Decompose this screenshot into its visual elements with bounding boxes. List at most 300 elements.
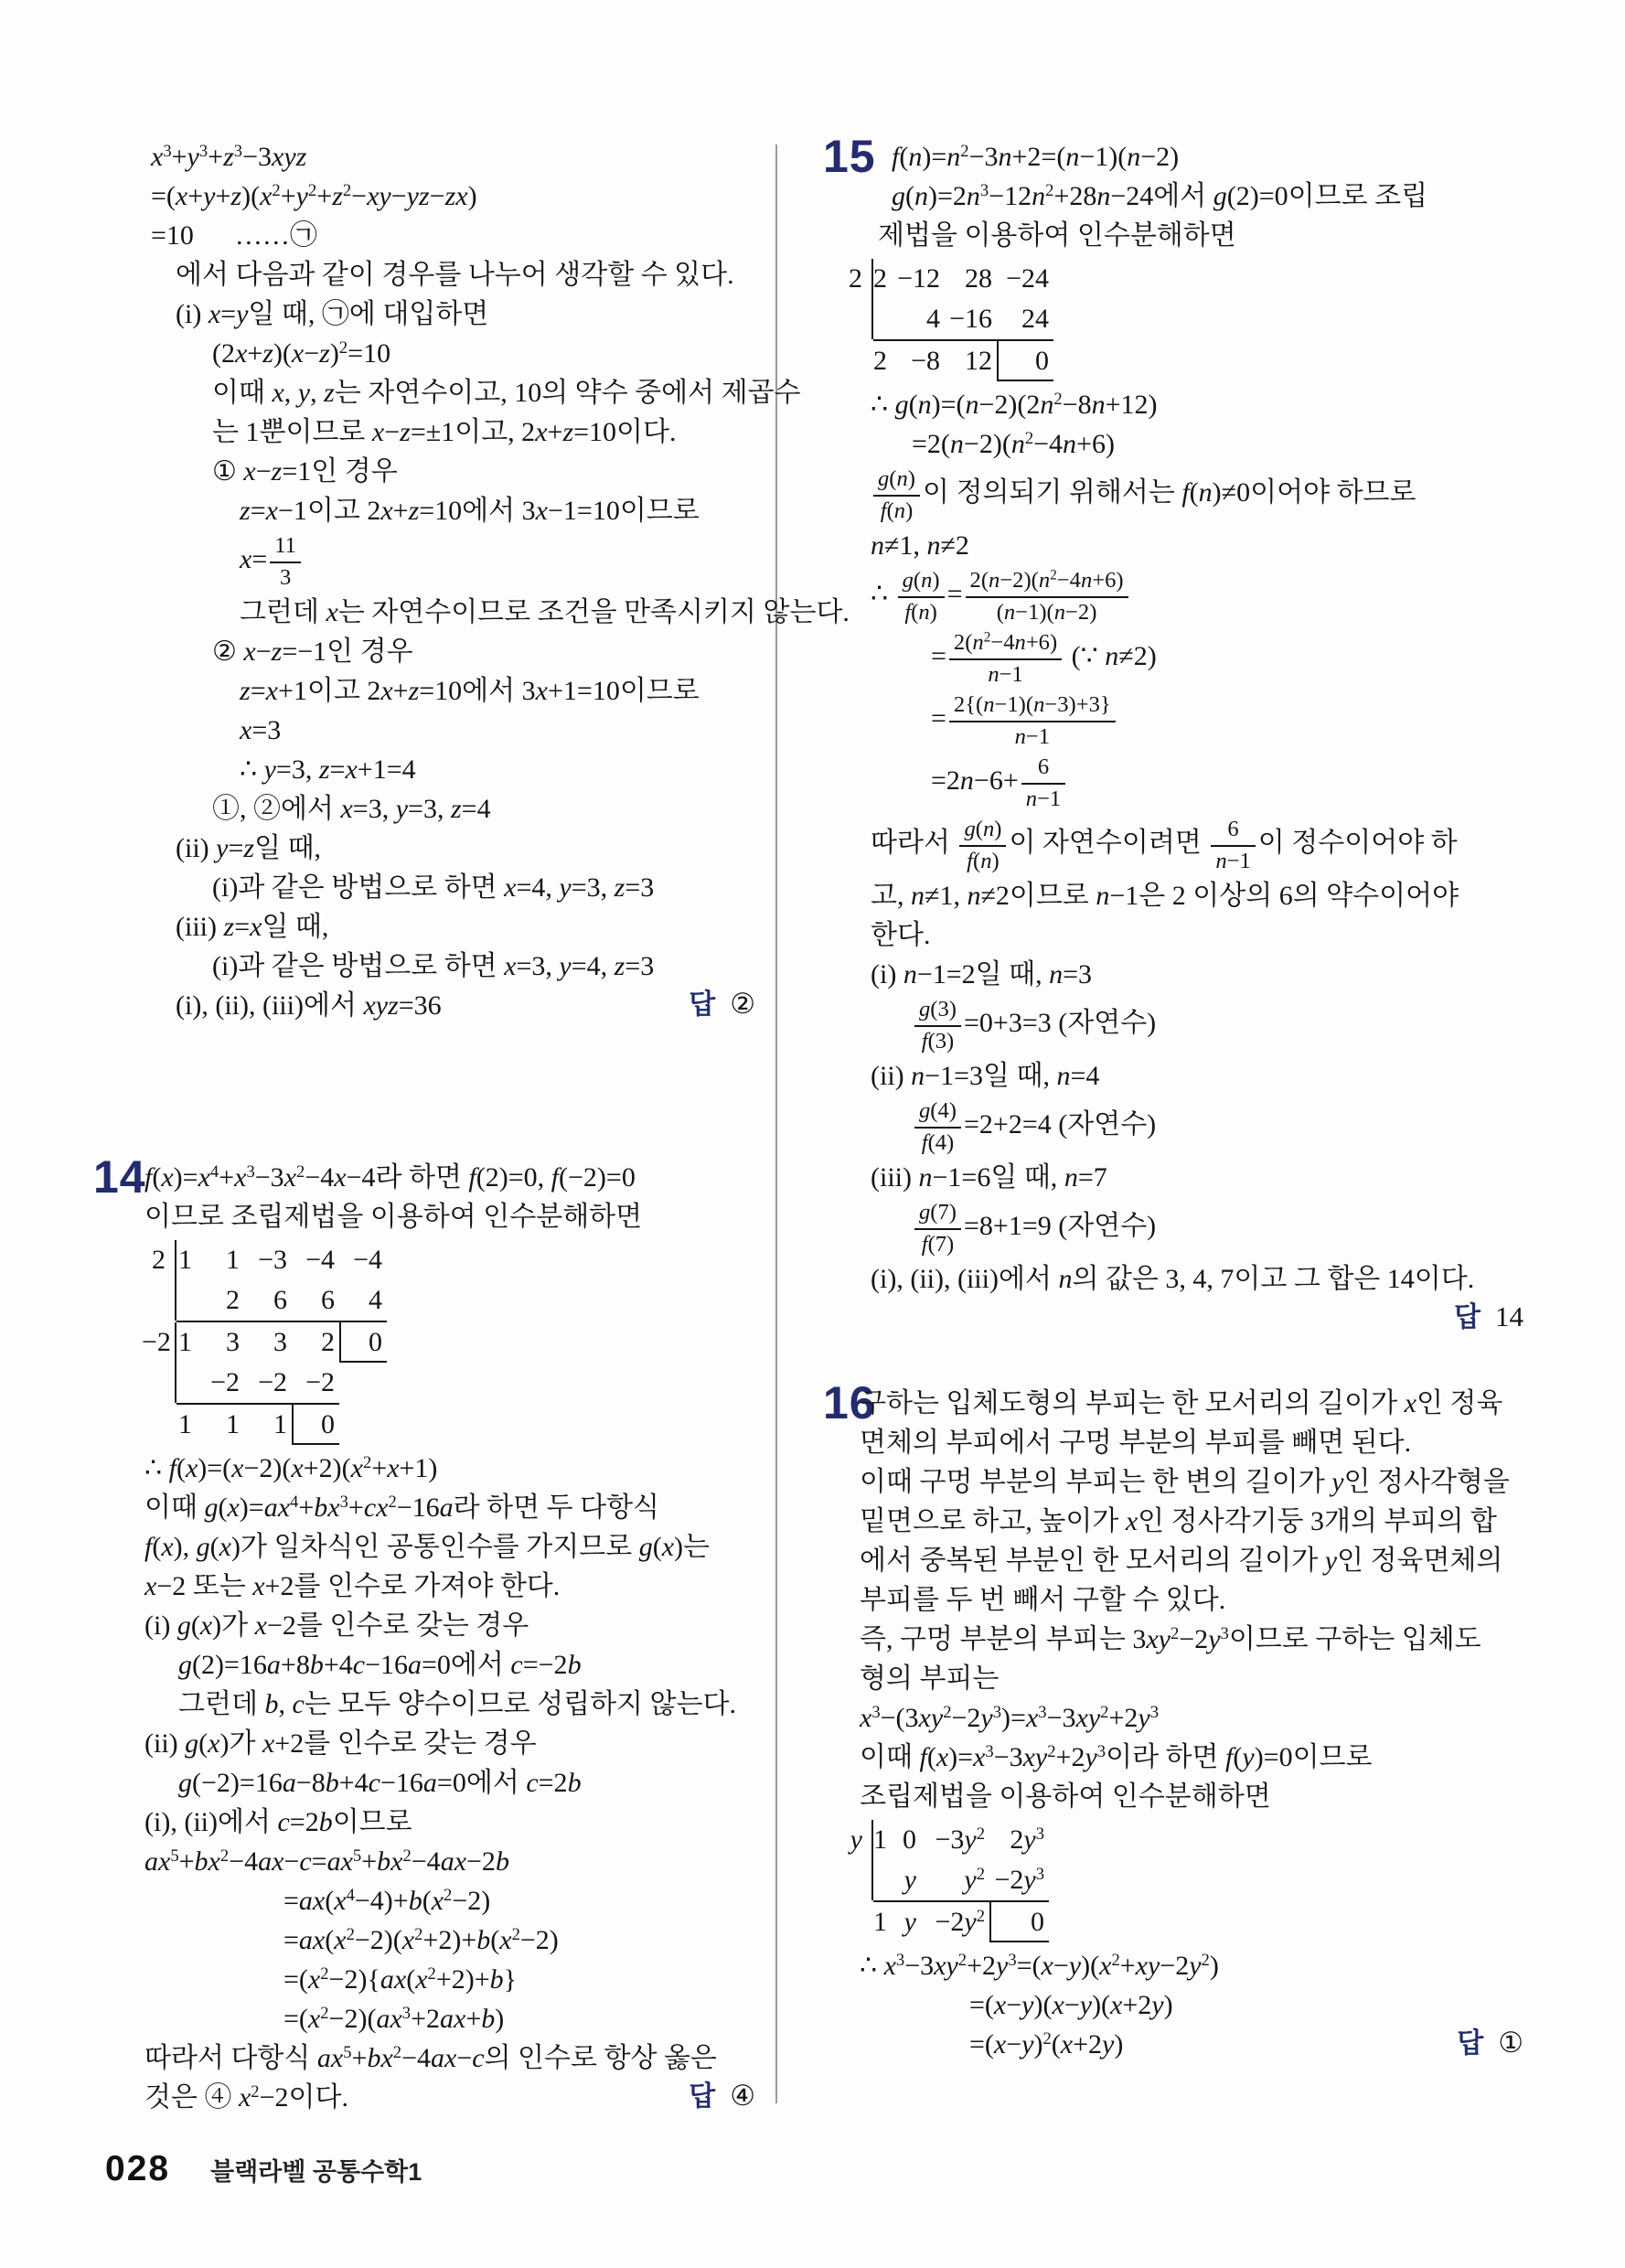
math-run: x xyxy=(161,1162,174,1193)
math-run: ax xyxy=(440,1846,467,1877)
math-run: b xyxy=(325,1768,339,1798)
math-run: (7) xyxy=(927,1231,955,1257)
math-run: ax xyxy=(430,2043,457,2073)
math-run: y xyxy=(1023,1865,1036,1895)
table-cell xyxy=(945,259,997,299)
math-run: 밑면으로 하고, 높이가 xyxy=(860,1506,1126,1536)
math-run: ( xyxy=(190,1610,200,1641)
math-run: , xyxy=(248,990,262,1021)
superscript xyxy=(199,142,208,161)
math-run: (iii) xyxy=(262,990,304,1021)
math-run: 2 xyxy=(320,2003,329,2023)
math-run: (2)=0, xyxy=(476,1162,551,1193)
math-run: y xyxy=(203,181,216,211)
solution-line xyxy=(91,1842,759,1881)
math-run: 2 xyxy=(1042,2028,1052,2049)
math-run: (ii) xyxy=(144,1728,178,1759)
math-run: 2 xyxy=(219,1845,230,1866)
math-run: 2 xyxy=(976,1864,985,1884)
math-run: a xyxy=(422,1768,437,1798)
math-run: (ii) xyxy=(871,1061,904,1091)
math-run: , xyxy=(170,1807,185,1837)
math-run: −1 xyxy=(1037,786,1062,811)
solution-line xyxy=(91,1999,759,2038)
math-run: −8 xyxy=(1062,390,1092,420)
math-run: 는 자연수이므로 조건을 만족시키지 않는다. xyxy=(337,597,850,627)
math-run: −1은 2 이상의 6의 약수이어야 xyxy=(1109,881,1459,911)
math-run: n xyxy=(1010,429,1025,459)
math-run: bx xyxy=(314,1492,340,1523)
math-run: , xyxy=(283,378,298,408)
math-run: x xyxy=(504,951,517,981)
math-run: −24에서 xyxy=(1110,181,1213,211)
solution-line xyxy=(91,334,759,373)
solution-line xyxy=(91,750,759,789)
table-row xyxy=(841,341,1527,381)
math-run: −2 xyxy=(951,1703,981,1733)
math-run: 6 xyxy=(1037,754,1050,779)
table-row xyxy=(142,1363,759,1403)
math-run: )는 xyxy=(674,1532,711,1562)
superscript xyxy=(402,2004,411,2023)
math-run: 2 xyxy=(152,1245,166,1275)
math-run: −4 xyxy=(1033,429,1064,459)
superscript xyxy=(163,142,171,161)
math-run: 3 xyxy=(198,141,208,161)
solution-line xyxy=(814,1580,1527,1620)
math-run: n xyxy=(988,661,1000,687)
math-run: x xyxy=(240,715,252,745)
math-run: −2){ xyxy=(328,1964,380,1995)
superscript xyxy=(220,1846,229,1866)
math-run: 2 xyxy=(511,1924,520,1944)
solution-line xyxy=(814,1541,1527,1580)
superscript xyxy=(343,2043,351,2062)
solution-line xyxy=(91,294,759,334)
problem-number: 16 xyxy=(823,1377,876,1428)
math-run: =1인 경우 xyxy=(282,456,398,487)
math-run: y xyxy=(964,1824,977,1855)
solution-line xyxy=(814,177,1527,216)
math-run: ) xyxy=(467,181,477,211)
math-run: f xyxy=(168,1453,176,1483)
math-run: (i) xyxy=(176,990,202,1021)
math-run: x xyxy=(151,142,164,172)
solution-line xyxy=(91,593,850,632)
math-run: x xyxy=(535,417,548,447)
solution-line xyxy=(91,907,759,947)
math-run: +1) xyxy=(399,1453,438,1483)
math-run: x xyxy=(1125,1506,1139,1536)
math-run: 일 때, xyxy=(254,833,322,863)
math-run: 12 xyxy=(965,346,992,376)
math-run: n xyxy=(1198,476,1213,508)
math-run: x xyxy=(1099,1951,1112,1981)
divisor-label xyxy=(841,341,873,381)
math-run: −2)( xyxy=(1000,568,1039,593)
math-run: ) xyxy=(1163,1990,1173,2020)
math-run: + xyxy=(219,1162,235,1193)
math-run: −1=10이므로 xyxy=(547,496,700,526)
math-run: 2 xyxy=(943,1702,952,1722)
math-run: ( xyxy=(209,1532,219,1562)
math-run: −2이다. xyxy=(259,2082,348,2113)
math-run: f xyxy=(468,1162,476,1193)
table-cell xyxy=(176,1240,197,1280)
problem-continuation-block xyxy=(91,137,850,1025)
math-run xyxy=(912,1162,919,1193)
math-run: n xyxy=(921,568,933,593)
math-run: 2 xyxy=(251,2081,260,2102)
math-run: 2{( xyxy=(953,692,984,717)
math-run: n xyxy=(1080,568,1093,593)
superscript xyxy=(977,1824,985,1844)
math-run: a xyxy=(439,1492,454,1523)
right-column xyxy=(814,131,1527,2064)
math-run: (ii) xyxy=(910,1264,944,1294)
math-run: 이라 하면 xyxy=(1106,1742,1226,1772)
table-cell xyxy=(339,1280,387,1321)
math-run: =2 xyxy=(538,1768,568,1798)
math-run: )= xyxy=(173,1162,198,1193)
table-cell xyxy=(945,341,997,381)
math-run: 2 xyxy=(444,1885,453,1905)
math-run: −4 xyxy=(401,2043,431,2073)
math-run: c xyxy=(352,1650,366,1680)
math-run: (i) xyxy=(144,1807,171,1837)
math-run: f xyxy=(892,142,900,172)
table-cell xyxy=(997,341,1053,381)
math-run: −3 xyxy=(242,142,272,172)
solution-line xyxy=(91,829,759,868)
table-cell xyxy=(892,299,945,339)
math-run: + xyxy=(316,181,333,211)
math-run: y xyxy=(395,794,409,824)
math-run: (2)=0이므로 조립 xyxy=(1226,181,1428,211)
math-run: +28 xyxy=(1053,181,1097,211)
math-run: y xyxy=(964,1865,977,1895)
math-run: 이므로 구하는 입체도 xyxy=(1228,1624,1481,1654)
math-run: )=2 xyxy=(928,181,967,211)
math-run: n xyxy=(998,142,1012,172)
math-run: =0에서 xyxy=(436,1768,527,1798)
math-run: n xyxy=(926,530,941,561)
math-run: x xyxy=(250,912,262,942)
book-title: 블랙라벨 공통수학1 xyxy=(210,2158,422,2186)
math-run: 2 xyxy=(346,1924,355,1944)
math-run: 인 정육면체의 xyxy=(1337,1546,1503,1576)
superscript xyxy=(444,1886,452,1905)
math-run: f xyxy=(144,1162,153,1193)
math-run: cx xyxy=(363,1492,389,1523)
math-run: =10 xyxy=(347,338,391,369)
solution-line xyxy=(91,986,759,1025)
math-run: n xyxy=(908,142,923,172)
math-run: 한다. xyxy=(871,920,931,950)
fraction xyxy=(1021,754,1065,812)
math-run: 에서 xyxy=(303,990,364,1021)
math-run: (ii) xyxy=(215,990,249,1021)
table-cell xyxy=(921,1820,989,1860)
problem-number: 15 xyxy=(823,131,876,182)
math-run: n xyxy=(1040,390,1054,420)
math-run: 그런데 xyxy=(240,597,326,627)
math-run: y xyxy=(1151,1990,1164,2020)
superscript xyxy=(343,181,351,200)
math-run: 3 xyxy=(1008,1950,1017,1970)
math-run: 2( xyxy=(953,630,973,655)
superscript xyxy=(246,1162,254,1182)
math-run: 3 xyxy=(401,2003,412,2023)
solution-line xyxy=(91,947,759,986)
math-run: (2 xyxy=(212,338,235,369)
math-run: 4 xyxy=(290,1492,299,1512)
math-run: −1 xyxy=(1226,848,1251,873)
math-run: )≠0이어야 하므로 xyxy=(1212,476,1417,508)
answer-value: 14 xyxy=(1495,1300,1523,1332)
math-run: + xyxy=(361,1846,378,1877)
math-run: ① xyxy=(212,456,244,487)
math-run: −16 xyxy=(380,1768,423,1798)
math-run: 0 xyxy=(903,1824,916,1855)
math-run: =−1인 경우 xyxy=(282,637,413,667)
table-row xyxy=(841,259,1527,299)
math-run: 는 모두 양수이므로 성립하지 않는다. xyxy=(304,1689,736,1719)
math-run: 1 xyxy=(226,1245,240,1275)
math-run: x xyxy=(334,1886,347,1916)
math-run: 의 값은 3, 4, 7이고 그 합은 14이다. xyxy=(1072,1264,1475,1294)
math-run: n xyxy=(896,466,908,491)
math-run: ) xyxy=(994,817,1002,841)
math-run: = xyxy=(283,1925,299,1955)
math-run: x xyxy=(272,378,284,408)
math-run: n xyxy=(967,881,981,911)
math-run: −12 xyxy=(989,181,1032,211)
math-run: , xyxy=(310,378,325,408)
math-run: n xyxy=(1091,390,1106,420)
math-run: n xyxy=(1215,848,1227,873)
table-cell xyxy=(292,1322,339,1363)
math-run: f xyxy=(921,1231,928,1257)
math-run: +6) xyxy=(1092,568,1124,593)
math-run: y xyxy=(1023,1824,1036,1855)
table-cell xyxy=(292,1363,339,1403)
math-run: ) xyxy=(329,338,339,369)
math-run: x xyxy=(535,676,548,706)
math-run: y xyxy=(903,1907,916,1937)
divisor-label xyxy=(841,1860,873,1900)
solution-line xyxy=(814,752,1527,814)
solution-line xyxy=(91,1197,759,1236)
math-run: + xyxy=(351,2043,368,2073)
superscript xyxy=(353,1846,361,1866)
math-run: 2 xyxy=(976,1824,985,1844)
superscript xyxy=(414,1925,422,1944)
table-cell xyxy=(873,299,892,339)
math-run: ( xyxy=(325,1925,335,1955)
math-run: −2) xyxy=(1140,142,1180,172)
table-cell xyxy=(176,1363,197,1403)
math-run: + xyxy=(247,338,263,369)
math-run: 2 xyxy=(321,1327,335,1357)
table-cell xyxy=(921,1902,989,1942)
math-run: n xyxy=(1058,1264,1073,1294)
math-run: ax xyxy=(298,1925,326,1955)
math-run: 1 xyxy=(273,1409,287,1439)
math-run: 인 정사각형을 xyxy=(1343,1467,1510,1497)
math-run: ax xyxy=(326,1846,353,1877)
math-run: g xyxy=(204,1492,219,1523)
math-run: ax xyxy=(316,2043,344,2073)
math-run: n xyxy=(893,497,906,523)
answer-value: ④ xyxy=(730,2080,755,2112)
math-run: (i) xyxy=(871,959,897,990)
math-run: ② xyxy=(212,637,244,667)
math-run: 과 같은 방법으로 하면 xyxy=(238,872,505,903)
math-run: } xyxy=(503,1964,518,1995)
math-run: g xyxy=(178,1768,192,1798)
math-run: n xyxy=(1032,181,1046,211)
table-cell xyxy=(197,1240,244,1280)
math-run: xy xyxy=(367,181,391,211)
superscript xyxy=(977,1907,985,1926)
math-run: −1=6일 때, xyxy=(932,1162,1064,1193)
math-run: g xyxy=(638,1532,653,1562)
math-run: 이므로 조립제법을 이용하여 인수분해하면 xyxy=(144,1202,643,1232)
math-run: c xyxy=(368,1768,380,1798)
math-run: y xyxy=(850,1824,862,1855)
solution-line xyxy=(91,452,759,491)
solution-line xyxy=(814,1259,1527,1299)
math-run: + xyxy=(178,1846,195,1877)
math-run: −2 xyxy=(210,1367,240,1397)
math-run: +2 xyxy=(411,2004,440,2034)
math-run: x xyxy=(1025,1703,1039,1733)
math-run: =10 ……㉠ xyxy=(151,220,317,251)
superscript xyxy=(1008,1951,1016,1970)
math-run: z xyxy=(400,417,411,447)
math-run: 0 xyxy=(321,1409,335,1439)
math-run: −4 xyxy=(990,630,1015,655)
math-run: ) xyxy=(1033,2029,1043,2059)
superscript xyxy=(1111,1951,1119,1970)
math-run: −4 xyxy=(411,1846,441,1877)
math-run: ( xyxy=(152,1532,162,1562)
math-run: 2 xyxy=(1010,1824,1024,1855)
superscript xyxy=(1036,1865,1044,1884)
math-run: f xyxy=(904,599,912,625)
math-run: =4 xyxy=(1070,1061,1100,1091)
math-run: +12) xyxy=(1105,390,1158,420)
math-run: x xyxy=(535,496,548,526)
math-run: =3, xyxy=(408,794,451,824)
solution-line xyxy=(91,1158,759,1197)
math-run: −2)( xyxy=(243,1453,292,1483)
math-run: =( xyxy=(283,1964,308,1995)
math-run: 부피를 두 번 빼서 구할 수 있다. xyxy=(860,1585,1226,1615)
math-run: x xyxy=(1041,1951,1053,1981)
math-run: 는 자연수이고, 10의 약수 중에서 제곱수 xyxy=(334,378,801,408)
math-run: 6 xyxy=(273,1285,287,1315)
superscript xyxy=(1025,429,1033,448)
math-run: =0+3=3 (자연수) xyxy=(963,1007,1157,1038)
math-run: ①, ②에서 xyxy=(212,794,341,824)
math-run: xyz xyxy=(272,142,307,172)
math-run: 이때 xyxy=(144,1492,205,1523)
math-run: ( xyxy=(905,181,914,211)
math-run: 3 xyxy=(985,1741,994,1761)
math-run: ax xyxy=(440,2004,466,2034)
math-run: y xyxy=(1324,1546,1338,1576)
math-run: 2 xyxy=(427,1963,436,1984)
math-run: x xyxy=(993,2029,1007,2059)
math-run: g xyxy=(196,1532,210,1562)
math-run: x xyxy=(326,597,338,627)
math-run: x xyxy=(345,754,358,785)
math-run: ) xyxy=(932,568,940,593)
math-run: x xyxy=(883,1951,896,1981)
math-run: 이때 xyxy=(860,1742,920,1772)
math-run: +2 xyxy=(1073,2029,1103,2059)
answer-label: 답 xyxy=(689,990,716,1020)
math-run: x xyxy=(401,1925,415,1955)
math-run: ax xyxy=(376,2004,402,2034)
math-run: −6+ xyxy=(973,765,1019,796)
math-run: −3)+3} xyxy=(1044,692,1111,717)
math-run: − xyxy=(283,1846,300,1877)
math-run: x xyxy=(243,456,256,487)
math-run: 3 xyxy=(1149,1702,1159,1722)
math-run: n xyxy=(983,692,995,717)
fraction xyxy=(966,567,1128,626)
math-run: 2 xyxy=(296,1161,305,1182)
fraction xyxy=(1211,816,1255,874)
solution-line xyxy=(814,1056,1527,1096)
math-run: bx xyxy=(377,1846,403,1877)
superscript xyxy=(512,1925,520,1944)
math-run: −16 xyxy=(396,1492,440,1523)
math-run: 제법을 이용하여 인수분해하면 xyxy=(878,220,1236,251)
math-run: 6 xyxy=(1227,817,1239,841)
superscript xyxy=(170,1846,178,1866)
math-run: =3 xyxy=(1063,959,1093,990)
math-run xyxy=(896,959,903,990)
superscript xyxy=(985,1742,993,1761)
math-run: −3 xyxy=(1046,1703,1076,1733)
math-run: −3 xyxy=(258,1245,287,1275)
math-run: −2 xyxy=(935,1907,965,1937)
math-run: −4 xyxy=(1056,568,1081,593)
math-run: b xyxy=(481,2004,496,2034)
table-cell xyxy=(339,1363,387,1403)
math-run: yz xyxy=(406,181,430,211)
math-run: (i) xyxy=(176,299,202,329)
superscript xyxy=(308,181,316,200)
math-run: 2 xyxy=(1053,389,1063,409)
math-run: c xyxy=(472,2043,485,2073)
math-run: 28 xyxy=(965,263,992,294)
table-cell xyxy=(176,1280,197,1321)
solution-line xyxy=(814,1299,1527,1338)
math-run: 일 때, ㉠에 대입하면 xyxy=(248,299,489,329)
math-run: −8 xyxy=(911,346,940,376)
answer-badge xyxy=(689,986,755,1023)
superscript xyxy=(1221,1624,1229,1643)
math-run: −2 xyxy=(142,1327,171,1357)
math-run: ( xyxy=(218,1492,228,1523)
divisor-label xyxy=(841,1820,873,1860)
superscript xyxy=(1036,1824,1044,1844)
